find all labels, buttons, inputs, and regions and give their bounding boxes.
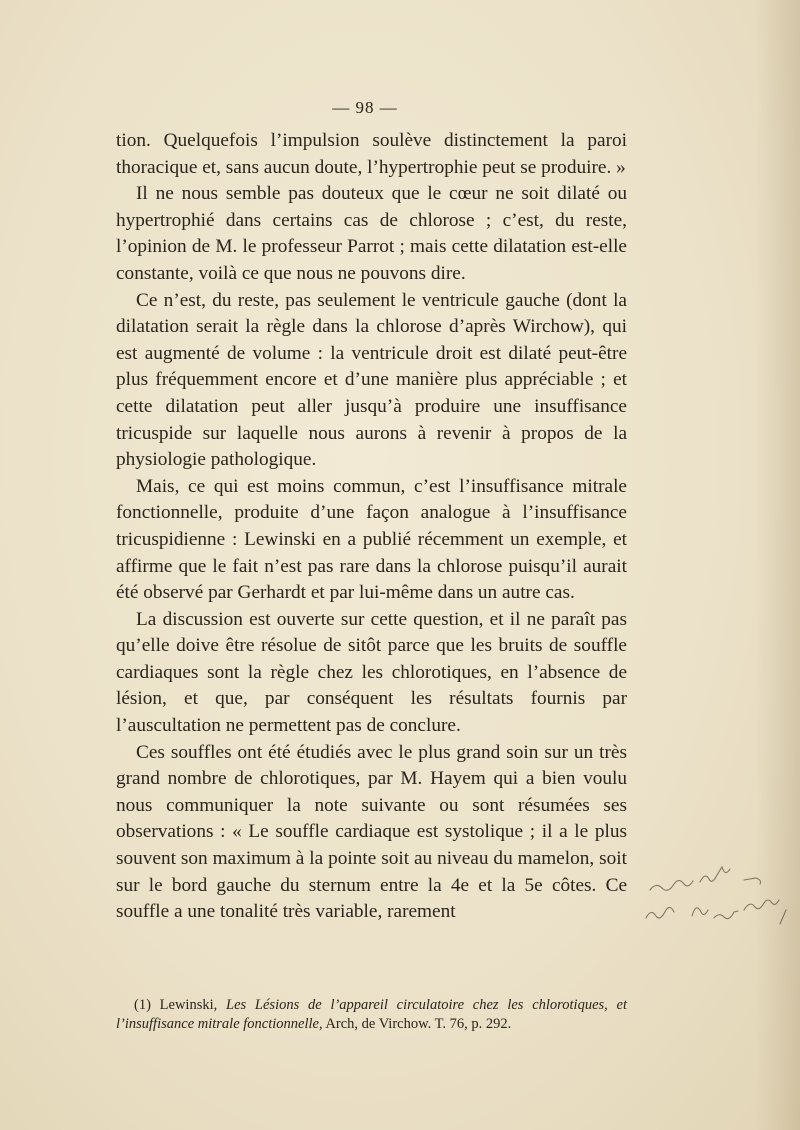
footnote-marker: (1) Lewinski, xyxy=(134,997,218,1013)
body-text xyxy=(116,128,627,926)
handwritten-marginalia xyxy=(640,860,800,940)
footnote xyxy=(116,996,627,1034)
footnote-title: Les Lésions de l’appareil circulatoire chez les chlorotiques, et l’insuffisance mitrale fonctionnelle, xyxy=(116,997,628,1032)
page-edge-shadow xyxy=(755,0,800,1130)
paragraph-3: Ce n’est, du reste, pas seulement le ventricule gauche (dont la dilatation serait la règle dans la chlorose d’après Wirchow), qui est augmenté de volume : la ventricule droit est dilaté peut-être plus fréquemment encore et d’une manière plus appréciable ; et cette dilatation peut aller jusqu’à produire une insuffisance tricuspide sur laquelle nous aurons à revenir à propos de la physiologie pathologique. xyxy=(116,289,627,471)
paragraph-4: Mais, ce qui est moins commun, c’est l’insuffisance mitrale fonctionnelle, produite d’une façon analogue à l’insuffisance tricuspidienne : Lewinski en a publié récemment un exemple, et affirme que le fait n’est pas rare dans la chlorose puisqu’il aurait été observé par Gerhardt et par lui-même dans un autre cas. xyxy=(116,475,627,604)
paragraph-1: tion. Quelquefois l’impulsion soulève distinctement la paroi thoracique et, sans aucun doute, l’hypertrophie peut se produire. » xyxy=(116,130,627,178)
paragraph-5: La discussion est ouverte sur cette question, et il ne paraît pas qu’elle doive être résolue de sitôt parce que les bruits de souffle cardiaques sont la règle chez les chlorotiques, en l’absence de lésion, et que, par conséquent les résultats fournis par l’auscultation ne permettent pas de conclure. xyxy=(116,608,627,737)
footnote-source: Arch, de Virchow. T. 76, p. 292. xyxy=(325,1016,512,1032)
page-number: — 98 — xyxy=(332,98,398,117)
paragraph-2: Il ne nous semble pas douteux que le cœur ne soit dilaté ou hypertrophié dans certains cas de chlorose ; c’est, du reste, l’opinion de M. le professeur Parrot ; mais cette dilatation est-elle constante, voilà ce que nous ne pouvons dire. xyxy=(116,183,627,284)
paragraph-6: Ces souffles ont été étudiés avec le plus grand soin sur un très grand nombre de chlorotiques, par M. Hayem qui a bien voulu nous communiquer la note suivante ou sont résumées ses observations : « Le souffle cardiaque est systolique ; il a le plus souvent son maximum à la pointe soit au niveau du mamelon, soit sur le bord gauche du sternum entre la 4e et la 5e côtes. Ce souffle a une tonalité très variable, rarement xyxy=(116,741,627,923)
